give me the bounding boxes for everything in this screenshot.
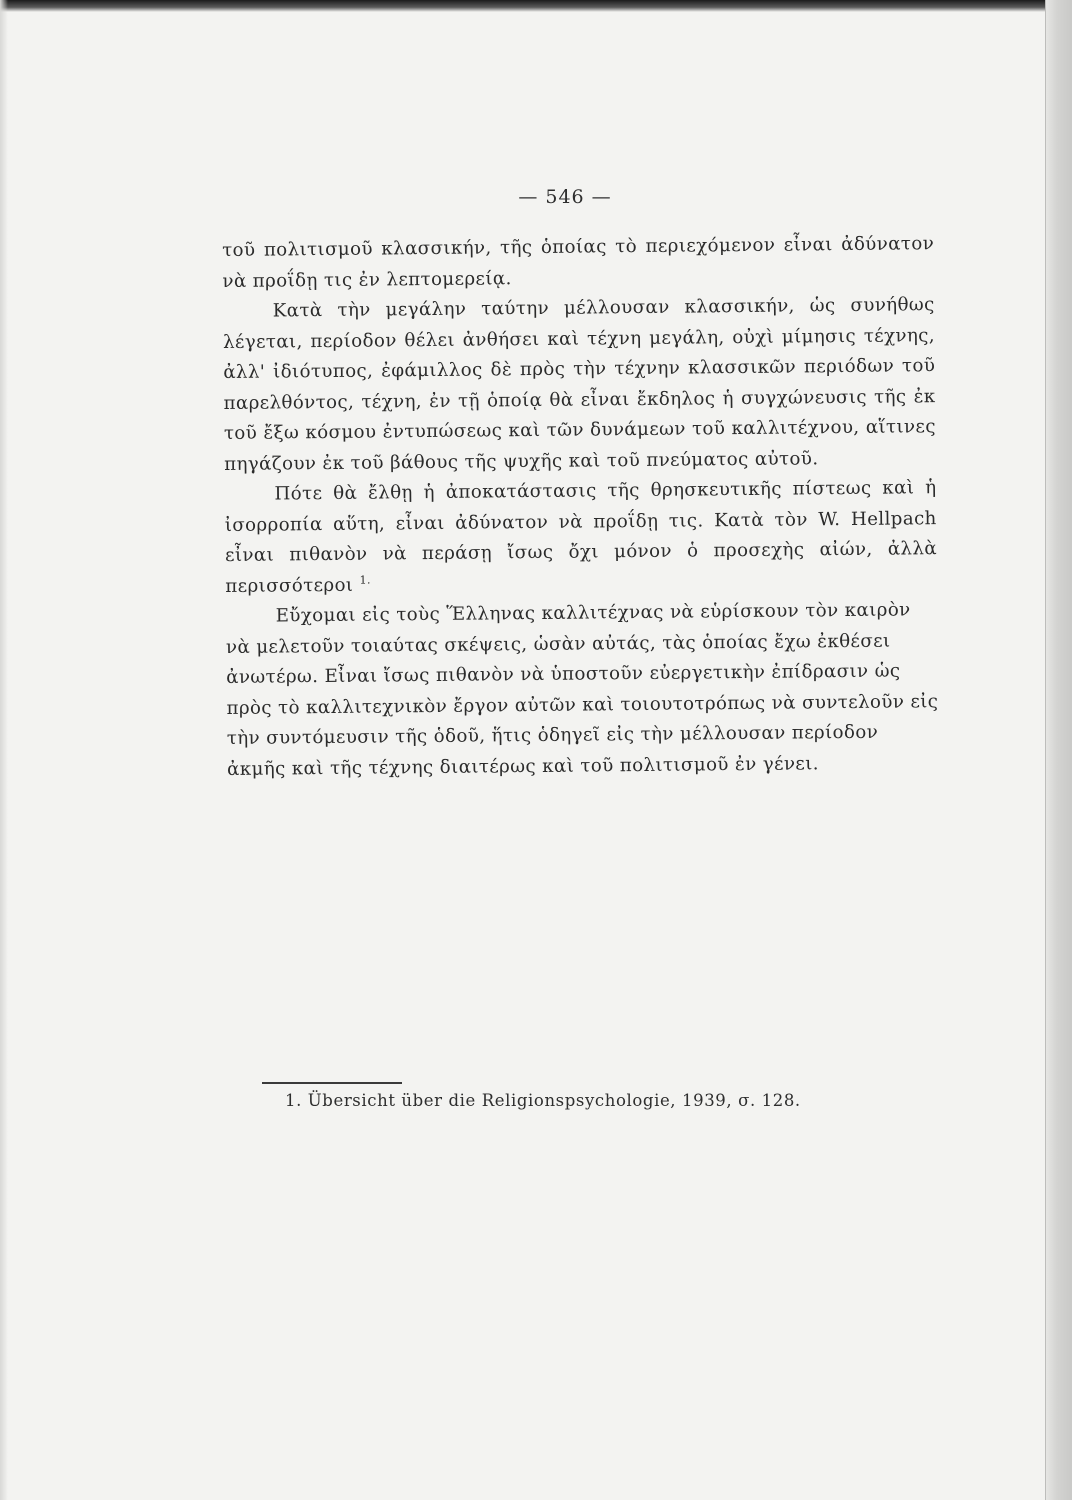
scan-right-edge — [1045, 0, 1072, 1500]
paragraph-2: Κατὰ τὴν μεγάλην ταύτην μέλλουσαν κλασσικήν, ὡς συνήθως λέγεται, περίοδον θέλει ἀνθήσει καὶ τέχνη μεγάλη, οὐχὶ μίμησις τέχνης, ἀλλ' ἰδιότυπος, ἐφάμιλλος δὲ πρὸς τὴν τέχνην κλασσικῶν περιόδων τοῦ παρελθόντος, τέχνη, ἐν τῇ ὁποίᾳ θὰ εἶναι ἔκδηλος ἡ συγχώνευσις τῆς ἐκ τοῦ ἔξω κόσμου ἐντυπώσεως καὶ τῶν δυνάμεων τοῦ καλλιτέχνου, αἵτινες πηγάζουν ἐκ τοῦ βάθους τῆς ψυχῆς καὶ τοῦ πνεύματος αὐτοῦ. — [222, 294, 936, 475]
paragraph-4: Εὔχομαι εἰς τοὺς Ἕλληνας καλλιτέχνας νὰ εὑρίσκουν τὸν καιρὸν νὰ μελετοῦν τοιαύτας σκέψεις, ὡσὰν αὐτάς, τὰς ὁποίας ἔχω ἐκθέσει ἀνωτέρω. Εἶναι ἴσως πιθανὸν νὰ ὑποστοῦν εὐεργετικὴν ἐπίδρασιν ὡς πρὸς τὸ καλλιτεχνικὸν ἔργον αὐτῶν καὶ τοιουτοτρόπως νὰ συντελοῦν εἰς τὴν συντόμευσιν τῆς ὁδοῦ, ἥτις ὁδηγεῖ εἰς τὴν μέλλουσαν περίοδον ἀκμῆς καὶ τῆς τέχνης διαιτέρως καὶ τοῦ πολιτισμοῦ ἐν γένει. — [225, 599, 939, 780]
page-number: — 546 — — [518, 186, 612, 208]
paragraph-3-text: Πότε θὰ ἔλθῃ ἡ ἀποκατάστασις τῆς θρησκευτικῆς πίστεως καὶ ἡ ἰσορροπία αὕτη, εἶναι ἀδύνατον νὰ προΐδῃ τις. Κατὰ τὸν W. Hellpach εἶναι πιθανὸν νὰ περάσῃ ἴσως ὄχι μόνον ὁ προσεχὴς αἰών, ἀλλὰ περισσότεροι — [224, 477, 938, 597]
scan-top-edge — [0, 0, 1072, 12]
footnote: 1. Übersicht über die Religionspsychologie, 1939, σ. 128. — [285, 1091, 801, 1110]
scan-left-shadow — [0, 0, 8, 1500]
footnote-marker: 1. — [359, 573, 371, 587]
paragraph-3 — [224, 473, 937, 602]
body-text — [222, 229, 939, 785]
footnote-divider — [262, 1082, 402, 1084]
paragraph-1: τοῦ πολιτισμοῦ κλασσικήν, τῆς ὁποίας τὸ περιεχόμενον εἶναι ἀδύνατον νὰ προΐδῃ τις ἐν λεπτομερείᾳ. — [222, 233, 935, 292]
